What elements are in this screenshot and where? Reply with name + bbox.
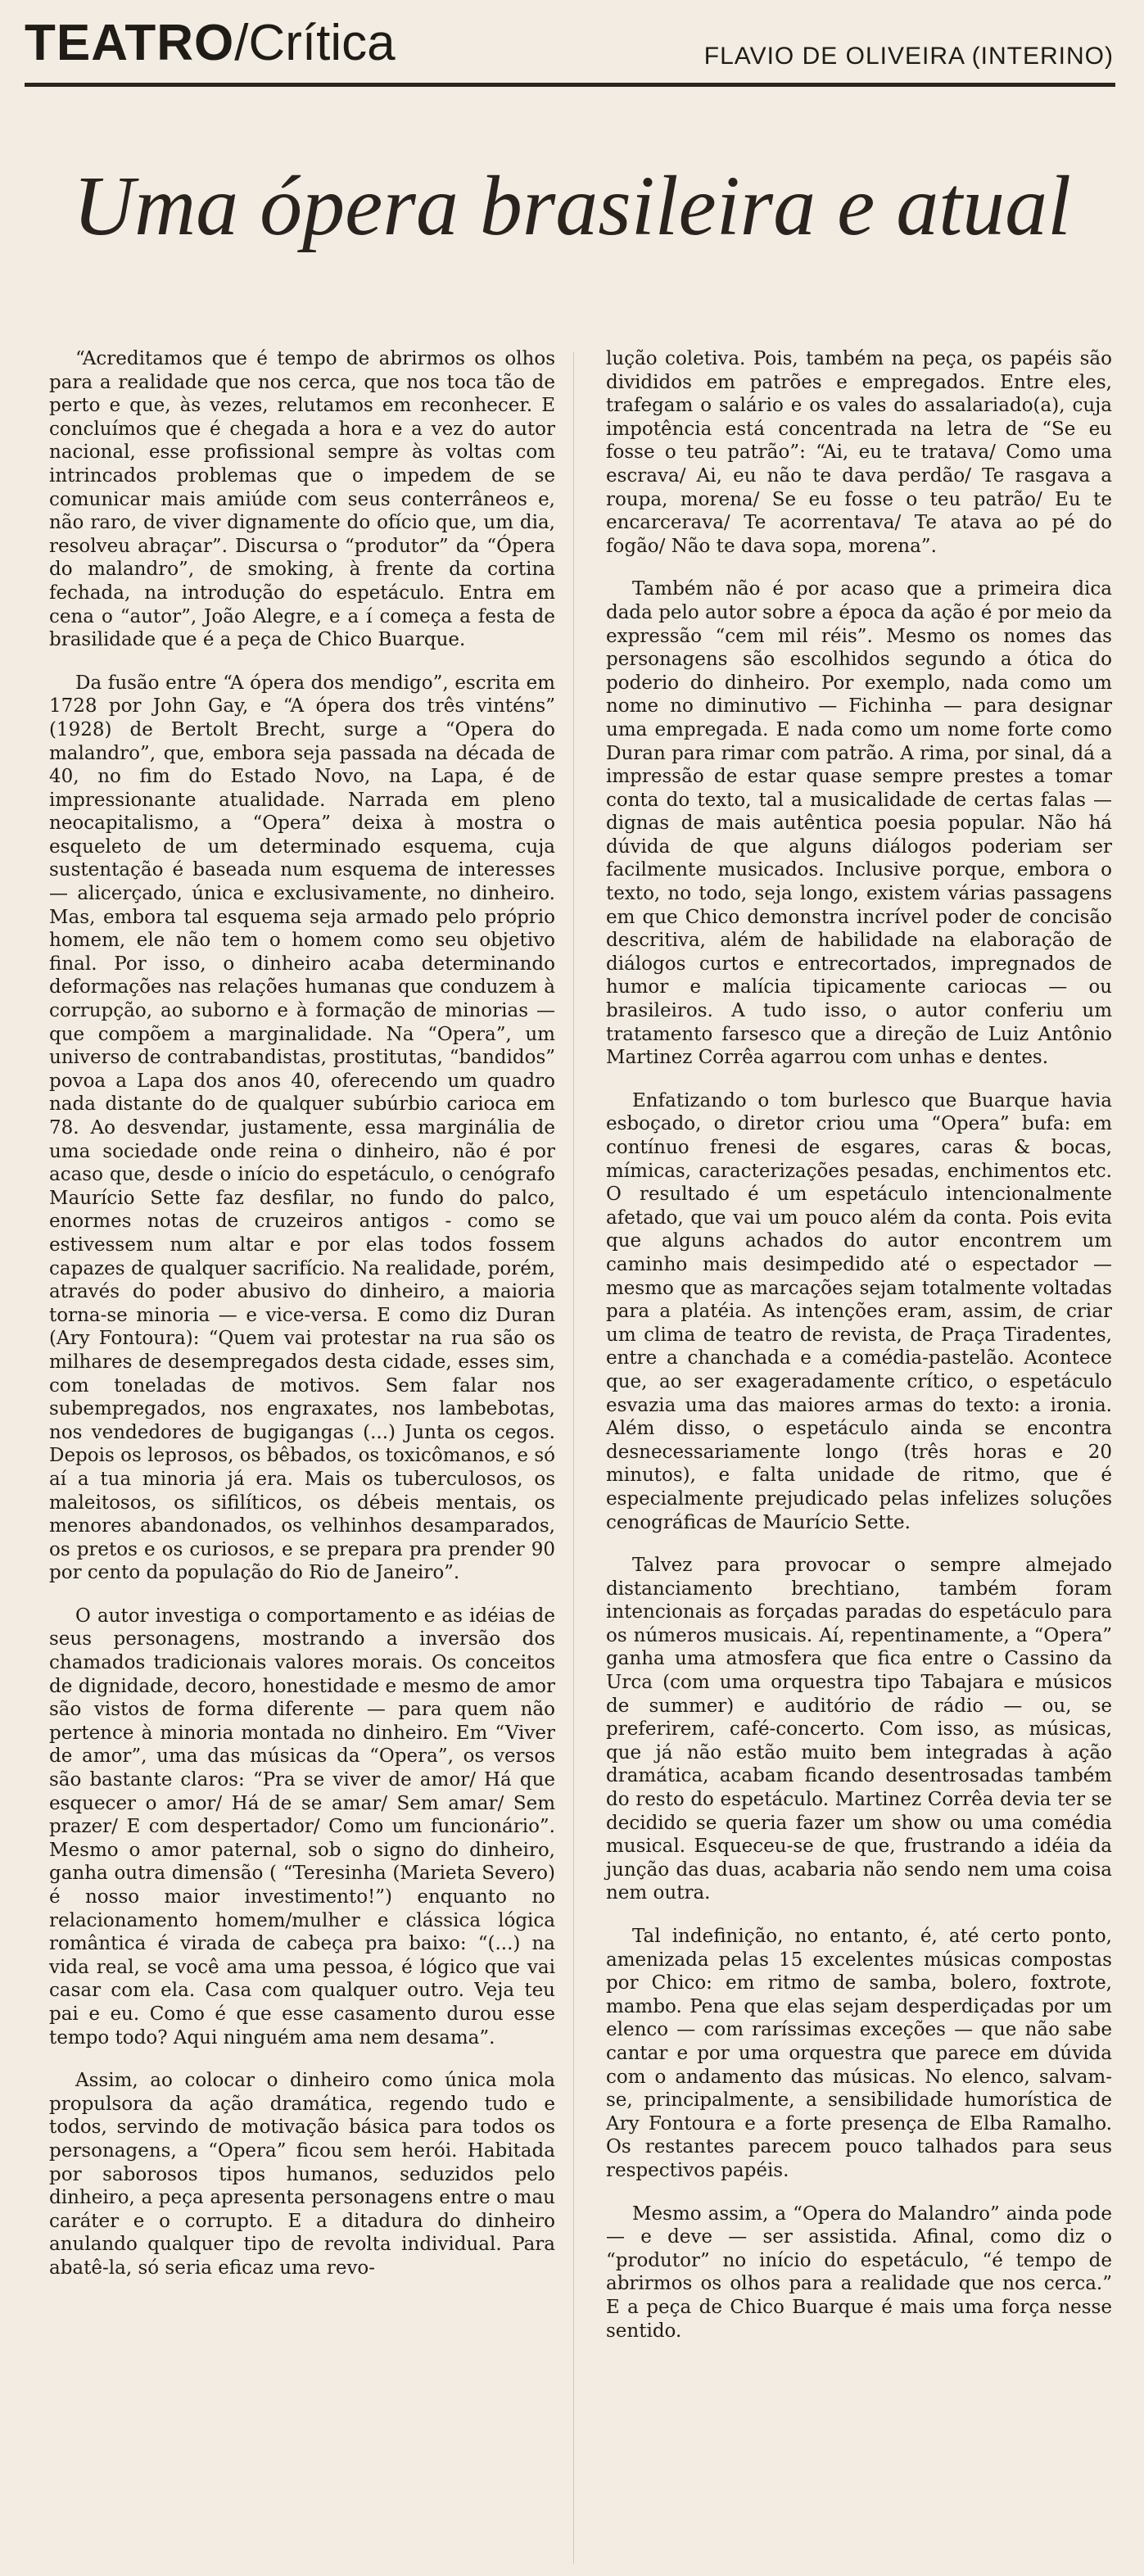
article-paragraph: lução coletiva. Pois, também na peça, os papéis são divididos em patrões e empregados. Entre eles, trafegam o salário e os vales do assalariado(a), cuja impotência está concentrada na letra de “Se eu fosse o teu patrão”: “Ai, eu te tratava/ Como uma escrava/ Ai, eu não te dava perdão/ Te rasgava a roupa, morena/ Se eu fosse o teu patrão/ Eu te encarcerava/ Te acorrentava/ Te atava ao pé do fogão/ Não te dava sopa, morena”. (606, 348, 1112, 557)
article-paragraph: “Acreditamos que é tempo de abrirmos os olhos para a realidade que nos cerca, que nos toca tão de perto e que, às vezes, relutamos em reconhecer. E concluímos que é chegada a hora e a vez do autor nacional, esse profissional sempre às voltas com intrincados problemas que o impedem de se comunicar mais amiúde com seus conterrâneos e, não raro, de viver dignamente do ofício que, um dia, resolveu abraçar”. Discursa o “produtor” da “Ópera do malandro”, de smoking, à frente da cortina fechada, na introdução do espetáculo. Entra em cena o “autor”, João Alegre, e a í começa a festa de brasilidade que é a peça de Chico Buarque. (49, 348, 555, 651)
subsection-label: /Crítica (234, 15, 396, 71)
article-column-left (49, 347, 555, 2300)
article-paragraph: Mesmo assim, a “Opera do Malandro” ainda pode — e deve — ser assistida. Afinal, como diz o “produtor” no início do espetáculo, “é tempo de abrirmos os olhos para a realidade que nos cerca.” E a peça de Chico Buarque é mais uma força nesse sentido. (606, 2203, 1112, 2342)
byline: FLAVIO DE OLIVEIRA (INTERINO) (703, 43, 1114, 70)
section-name (25, 15, 396, 72)
article-column-right (606, 347, 1112, 2362)
article-title: Uma ópera brasileira e atual (72, 159, 1072, 253)
article-paragraph: Tal indefinição, no entanto, é, até certo ponto, amenizada pelas 15 excelentes músicas compostas por Chico: em ritmo de samba, bolero, foxtrote, mambo. Pena que elas sejam desperdiçadas por um elenco — com raríssimas exceções — que não sabe cantar e por uma orquestra que parece em dúvida com o andamento das músicas. No elenco, salvam-se, principalmente, a sensibilidade humorística de Ary Fontoura e a forte presença de Elba Ramalho. Os restantes parecem pouco talhados para seus respectivos papéis. (606, 1926, 1112, 2181)
section-header (25, 15, 1114, 88)
section-label: TEATRO (25, 15, 235, 71)
article-paragraph: O autor investiga o comportamento e as idéias de seus personagens, mostrando a inversão dos chamados tradicionais valores morais. Os conceitos de dignidade, decoro, honestidade e mesmo de amor são vistos de forma diferente — para quem não pertence à minoria montada no dinheiro. Em “Viver de amor”, uma das músicas da “Opera”, os versos são bastante claros: “Pra se viver de amor/ Há que esquecer o amor/ Há de se amar/ Sem amar/ Sem prazer/ E com despertador/ Como um funcionário”. Mesmo o amor paternal, sob o signo do dinheiro, ganha outra dimensão ( “Teresinha (Marieta Severo) é nosso maior investimento!”) enquanto no relacionamento homem/mulher e clássica lógica romântica é virada de cabeça pra baixo: “(...) na vida real, se você ama uma pessoa, é lógico que vai casar com ela. Casa com qualquer outro. Veja teu pai e eu. Como é que esse casamento durou esse tempo todo? Aqui ninguém ama nem desama”. (49, 1605, 555, 2049)
article-paragraph: Enfatizando o tom burlesco que Buarque havia esboçado, o diretor criou uma “Opera” bufa: em contínuo frenesi de esgares, caras & bocas, mímicas, caracterizações pesadas, enchimentos etc. O resultado é um espetáculo intencionalmente afetado, que vai um pouco além da conta. Pois evita que alguns achados do autor encontrem um caminho mais desimpedido até o espectador — mesmo que as marcações sejam totalmente voltadas para a platéia. As intenções eram, assim, de criar um clima de teatro de revista, de Praça Tiradentes, entre a chanchada e a comédia-pastelão. Acontece que, ao ser exageradamente crítico, o espetáculo esvazia uma das maiores armas do texto: a ironia. Além disso, o espetáculo ainda se encontra desnecessariamente longo (três horas e 20 minutos), e falta unidade de ritmo, que é especialmente prejudicado pelas infelizes soluções cenográficas de Maurício Sette. (606, 1089, 1112, 1533)
header-rule (25, 83, 1115, 87)
article-paragraph: Assim, ao colocar o dinheiro como única mola propulsora da ação dramática, regendo tudo e todos, servindo de motivação básica para todos os personagens, a “Opera” ficou sem herói. Habitada por saborosos tipos humanos, seduzidos pelo dinheiro, a peça apresenta personagens entre o mau caráter e o corrupto. E a ditadura do dinheiro anulando qualquer tipo de revolta individual. Para abatê-la, só seria eficaz uma revo- (49, 2070, 555, 2279)
article-paragraph: Da fusão entre “A ópera dos mendigo”, escrita em 1728 por John Gay, e “A ópera dos três vinténs” (1928) de Bertolt Brecht, surge a “Opera do malandro”, que, embora seja passada na década de 40, no fim do Estado Novo, na Lapa, é de impressionante atualidade. Narrada em pleno neocapitalismo, a “Opera” deixa à mostra o esqueleto de um determinado esquema, cuja sustentação é baseada num esquema de interesses — alicerçado, única e exclusivamente, no dinheiro. Mas, embora tal esquema seja armado pelo próprio homem, ele não tem o homem como seu objetivo final. Por isso, o dinheiro acaba determinando deformações nas relações humanas que conduzem à corrupção, ao suborno e à formação de minorias — que compõem a marginalidade. Na “Opera”, um universo de contrabandistas, prostitutas, “bandidos” povoa a Lapa dos anos 40, oferecendo um quadro nada distante do de qualquer subúrbio carioca em 78. Ao desvendar, justamente, essa marginália de uma sociedade onde reina o dinheiro, não é por acaso que, desde o início do espetáculo, o cenógrafo Maurício Sette faz desfilar, no fundo do palco, enormes notas de cruzeiros antigos - como se estivessem num altar e por elas todos fossem capazes de qualquer sacrifício. Na realidade, porém, através do poder abusivo do dinheiro, a maioria torna-se minoria — e vice-versa. E como diz Duran (Ary Fontoura): “Quem vai protestar na rua são os milhares de desempregados desta cidade, esses sim, com toneladas de motivos. Sem falar nos subempregados, nos engraxates, nos lambebotas, nos vendedores de bugigangas (...) Junta os cegos. Depois os leprosos, os bêbados, os toxicômanos, e só aí a tua minoria já era. Mais os tuberculosos, os maleitosos, os sifilíticos, os débeis mentais, os menores abandonados, os velhinhos desamparados, os pretos e os curiosos, e se prepara pra prender 90 por cento da população do Rio de Janeiro”. (49, 672, 555, 1584)
article-paragraph: Talvez para provocar o sempre almejado distanciamento brechtiano, também foram intencionais as forçadas paradas do espetáculo para os números musicais. Aí, repentinamente, a “Opera” ganha uma atmosfera que fica entre o Cassino da Urca (com uma orquestra tipo Tabajara e músicos de summer) e auditório de rádio — ou, se preferirem, café-concerto. Com isso, as músicas, que já não estão muito bem integradas à ação dramática, acabam ficando desentrosadas também do resto do espetáculo. Martinez Corrêa devia ter se decidido se queria fazer um show ou uma comédia musical. Esqueceu-se de que, frustrando a idéia da junção das duas, acabaria não sendo nem uma coisa nem outra. (606, 1555, 1112, 1904)
article-paragraph: Também não é por acaso que a primeira dica dada pelo autor sobre a época da ação é por meio da expressão “cem mil réis”. Mesmo os nomes das personagens são escolhidos segundo a ótica do poderio do dinheiro. Por exemplo, nada como um nome no diminutivo — Fichinha — para designar uma empregada. E nada como um nome forte como Duran para rimar com patrão. A rima, por sinal, dá a impressão de estar quase sempre prestes a tomar conta do texto, tal a musicalidade de certas falas — dignas de mais autêntica poesia popular. Não há dúvida de que alguns diálogos poderiam ser facilmente musicados. Inclusive porque, embora o texto, no todo, seja longo, existem várias passagens em que Chico demonstra incrível poder de concisão descritiva, além de habilidade na elaboração de diálogos curtos e entrecortados, impregnados de humor e malícia tipicamente cariocas — ou brasileiros. A tudo isso, o autor conferiu um tratamento farsesco que a direção de Luiz Antônio Martinez Corrêa agarrou com unhas e dentes. (606, 578, 1112, 1069)
column-divider (573, 352, 574, 2564)
